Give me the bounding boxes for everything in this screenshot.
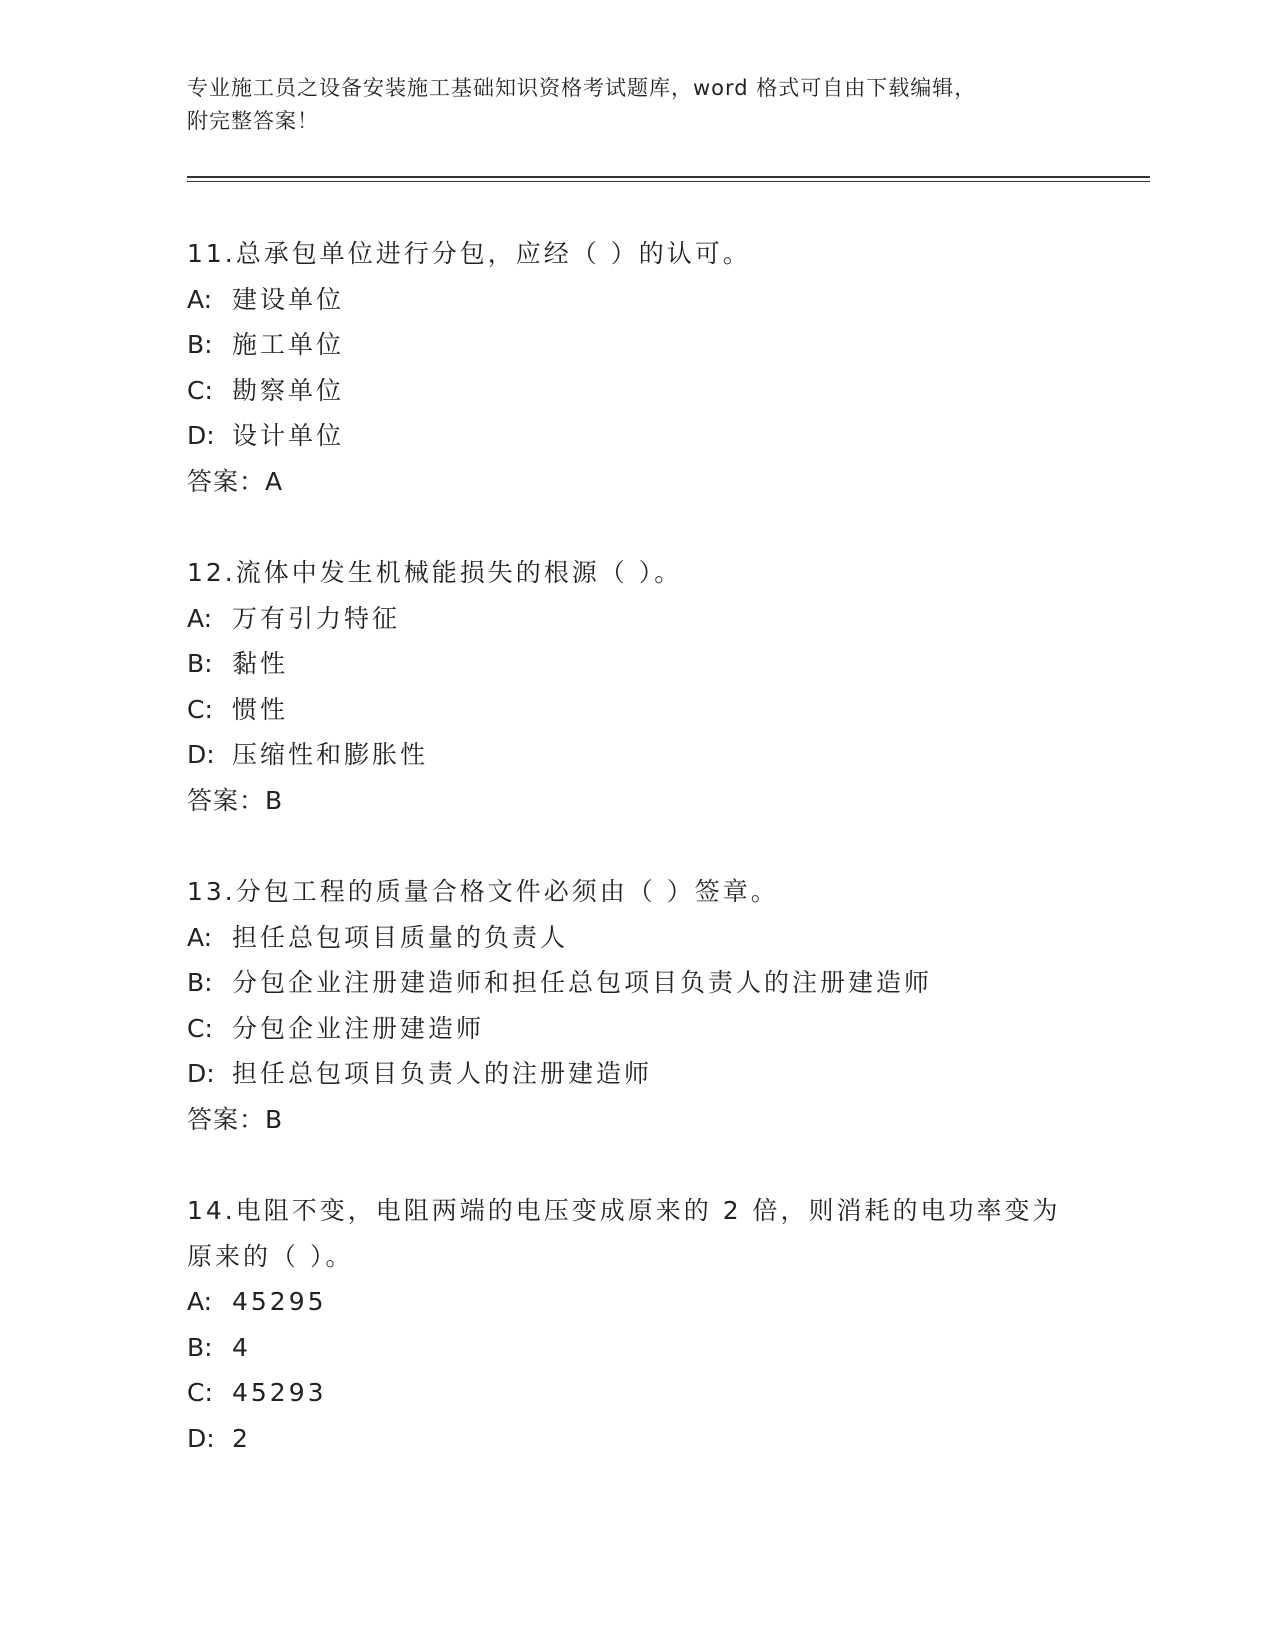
question-11 [187,231,1087,504]
option-label: D: [187,740,215,769]
option-label: A: [187,1287,213,1316]
option-c [187,1006,1087,1052]
option-text: 设计单位 [232,421,345,450]
option-label: B: [187,649,213,678]
header-line-1: 专业施工员之设备安装施工基础知识资格考试题库，word 格式可自由下载编辑， [187,76,977,100]
option-text: 勘察单位 [232,375,345,405]
option-label: C: [187,1378,213,1407]
option-label: C: [187,375,213,405]
answer: 答案：A [187,466,284,496]
option-a [187,915,1087,961]
option-label: C: [187,1013,213,1043]
option-label: B: [187,1332,213,1362]
option-d [187,732,1087,778]
option-label: D: [187,421,215,450]
option-a [187,277,1087,323]
option-d [187,1051,1087,1097]
option-label: C: [187,694,213,724]
option-text: 45295 [232,1287,327,1316]
option-c [187,1370,1087,1416]
question-stem: 12.流体中发生机械能损失的根源（ ）。 [187,558,683,587]
option-a [187,596,1087,642]
option-c [187,687,1087,733]
option-label: D: [187,1059,215,1088]
option-text: 45293 [232,1378,327,1407]
option-text: 4 [232,1332,251,1362]
option-text: 黏性 [232,649,289,678]
question-stem-line-1: 14.电阻不变，电阻两端的电压变成原来的 2 倍，则消耗的电功率变为 [187,1196,1061,1225]
option-text: 担任总包项目负责人的注册建造师 [232,1059,653,1088]
option-text: 惯性 [232,694,289,724]
document-header [187,72,1087,138]
option-c [187,368,1087,414]
header-divider-thin [187,181,1150,182]
question-12 [187,550,1087,823]
question-stem: 13.分包工程的质量合格文件必须由（ ）签章。 [187,877,779,906]
option-text: 施工单位 [232,330,345,359]
option-label: A: [187,922,213,952]
option-text: 建设单位 [232,284,345,314]
question-14 [187,1188,1087,1461]
option-text: 2 [232,1423,251,1453]
option-label: A: [187,603,213,633]
option-text: 分包企业注册建造师和担任总包项目负责人的注册建造师 [232,968,933,997]
header-divider-thick [187,176,1150,178]
option-b [187,1325,1087,1371]
answer: 答案：B [187,1104,284,1134]
header-line-2: 附完整答案！ [187,109,319,133]
option-text: 担任总包项目质量的负责人 [232,922,569,952]
option-d [187,413,1087,459]
option-label: B: [187,330,213,359]
option-b [187,322,1087,368]
answer: 答案：B [187,785,284,815]
option-label: D: [187,1423,215,1453]
option-text: 分包企业注册建造师 [232,1013,485,1043]
question-stem: 11.总承包单位进行分包，应经（ ）的认可。 [187,239,751,268]
option-a [187,1279,1087,1325]
question-13 [187,869,1087,1142]
option-b [187,641,1087,687]
option-text: 压缩性和膨胀性 [232,740,429,769]
question-stem-line-2: 原来的（ ）。 [187,1241,354,1271]
option-d [187,1416,1087,1462]
option-label: B: [187,968,213,997]
option-text: 万有引力特征 [232,603,401,633]
option-b [187,960,1087,1006]
option-label: A: [187,284,213,314]
